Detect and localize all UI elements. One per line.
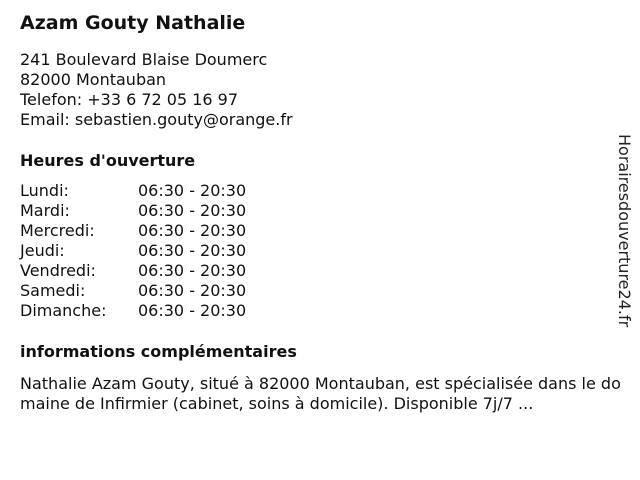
hours-time: 06:30 - 20:30 [138,221,247,240]
hours-time: 06:30 - 20:30 [138,261,247,280]
hours-time: 06:30 - 20:30 [138,281,247,300]
hours-day: Mercredi: [20,221,95,240]
site-watermark: Horairesdouverture24.fr [615,134,634,328]
hours-row-monday [20,181,632,201]
business-name: Azam Gouty Nathalie [20,12,246,34]
hours-day: Mardi: [20,201,70,220]
hours-time: 06:30 - 20:30 [138,241,247,260]
hours-time: 06:30 - 20:30 [138,181,247,200]
hours-heading: Heures d'ouverture [20,151,196,170]
hours-row-tuesday [20,201,632,221]
hours-row-saturday [20,281,632,301]
address-city: 82000 Montauban [20,70,167,89]
hours-row-thursday [20,241,632,261]
hours-time: 06:30 - 20:30 [138,301,247,320]
hours-day: Jeudi: [20,241,65,260]
hours-time: 06:30 - 20:30 [138,201,247,220]
hours-row-friday [20,261,632,281]
hours-day: Samedi: [20,281,86,300]
email-address: Email: sebastien.gouty@orange.fr [20,110,293,129]
hours-row-wednesday [20,221,632,241]
phone-number: Telefon: +33 6 72 05 16 97 [20,90,239,109]
info-description: Nathalie Azam Gouty, situé à 82000 Montauban, est spécialisée dans le domaine de Infirmier (cabinet, soins à domicile). Disponible 7j/7 ... [20,374,621,413]
hours-list [20,181,632,321]
hours-day: Vendredi: [20,261,96,280]
business-card [20,10,632,414]
hours-row-sunday [20,301,632,321]
hours-day: Dimanche: [20,301,107,320]
info-heading: informations complémentaires [20,342,297,361]
address-street: 241 Boulevard Blaise Doumerc [20,50,268,69]
hours-day: Lundi: [20,181,69,200]
